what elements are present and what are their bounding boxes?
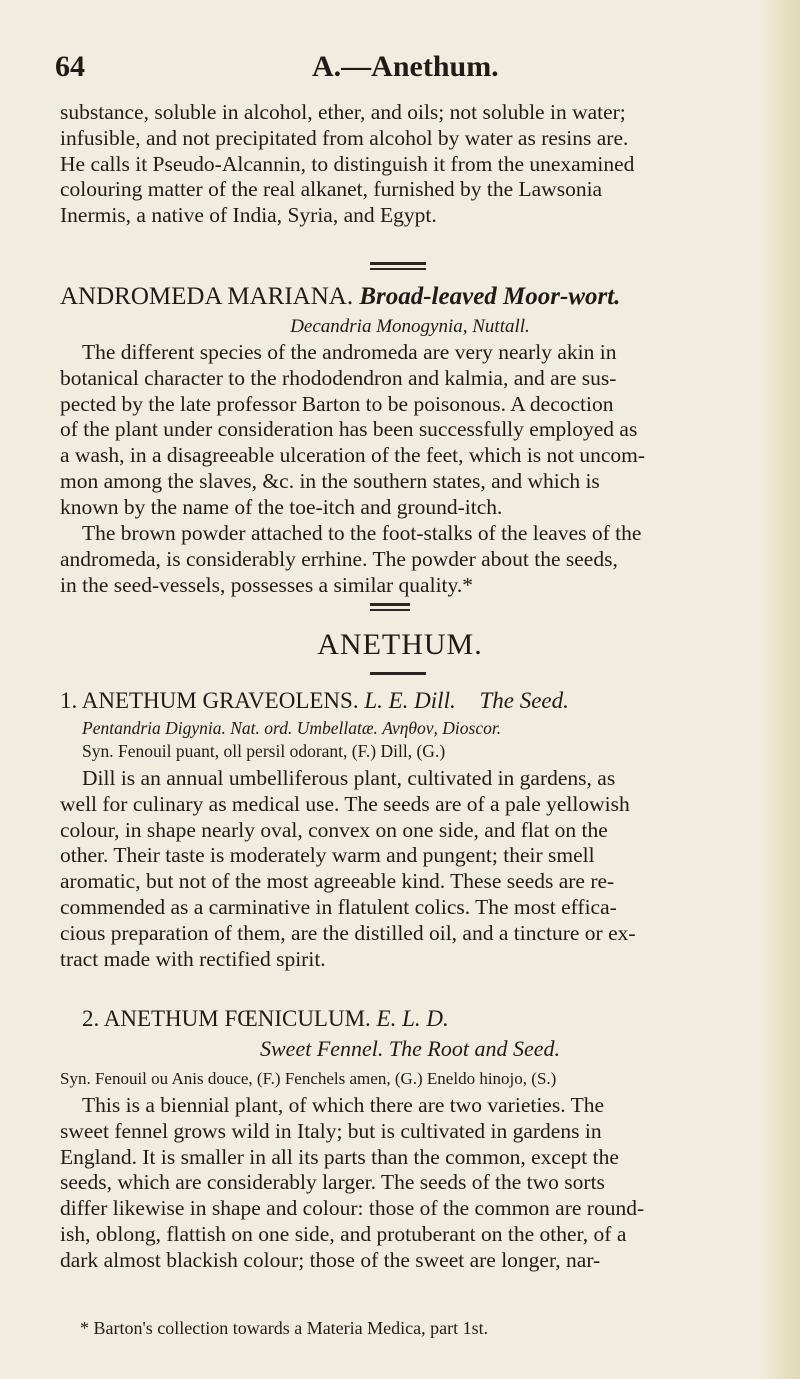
pharmacopoeia-sources: E. L. D.: [376, 1006, 449, 1031]
text-line: in the seed-vessels, possesses a similar quality.*: [60, 572, 474, 597]
page-header: [55, 50, 755, 86]
text-line: aromatic, but not of the most agreeable kind. These seeds are re-: [60, 869, 615, 894]
text-line: tract made with rectified spirit.: [60, 946, 326, 971]
foeniculum-synonyms: Syn. Fenouil ou Anis douce, (F.) Fenchels amen, (G.) Eneldo hinojo, (S.): [60, 1069, 557, 1088]
text-line: dark almost blackish colour; those of the sweet are longer, nar-: [60, 1247, 601, 1272]
foeniculum-paragraph: [60, 1093, 760, 1274]
graveolens-paragraph: [60, 766, 760, 972]
text-line: of the plant under consideration has been successfully employed as: [60, 417, 638, 442]
text-line: sweet fennel grows wild in Italy; but is cultivated in gardens in: [60, 1118, 602, 1143]
andromeda-paragraph-2: [60, 521, 760, 598]
running-title: A.—Anethum.: [312, 50, 499, 83]
text-line: This is a biennial plant, of which there are two varieties. The: [82, 1093, 605, 1117]
intro-paragraph: [60, 100, 760, 229]
page-number: 64: [55, 50, 85, 83]
andromeda-paragraph-1: [60, 340, 760, 521]
common-name: Broad-leaved Moor-wort.: [359, 283, 621, 310]
text-line: well for culinary as medical use. The seeds are of a pale yellowish: [60, 791, 630, 816]
section-divider: [370, 262, 426, 265]
title-underline: [370, 672, 426, 675]
text-line: colouring matter of the real alkanet, furnished by the Lawsonia: [60, 177, 603, 202]
text-line: differ likewise in shape and colour: those of the common are round-: [60, 1196, 645, 1221]
text-line: cious preparation of them, are the distilled oil, and a tincture or ex-: [60, 920, 636, 945]
text-line: The brown powder attached to the foot-stalks of the leaves of the: [82, 521, 642, 545]
text-line: Inermis, a native of India, Syria, and Egypt.: [60, 203, 437, 228]
text-line: other. Their taste is moderately warm and pungent; their smell: [60, 843, 595, 868]
graveolens-synonyms: Syn. Fenouil puant, oll persil odorant, (F.) Dill, (G.): [82, 741, 446, 761]
text-line: substance, soluble in alcohol, ether, and oils; not soluble in water;: [60, 100, 626, 124]
entry-title: 2. ANETHUM FŒNICULUM.: [82, 1006, 371, 1031]
text-line: England. It is smaller in all its parts than the common, except the: [60, 1144, 619, 1169]
foeniculum-common-name: Sweet Fennel. The Root and Seed.: [260, 1036, 560, 1061]
graveolens-classification: Pentandria Digynia. Nat. ord. Umbellatæ. Ανηθον, Dioscor.: [82, 718, 502, 738]
text-line: Dill is an annual umbelliferous plant, cultivated in gardens, as: [82, 766, 616, 790]
text-line: botanical character to the rhododendron and kalmia, and are sus-: [60, 365, 617, 390]
andromeda-heading: [60, 284, 770, 310]
parts-used: The Seed.: [479, 688, 569, 713]
text-line: andromeda, is considerably errhine. The powder about the seeds,: [60, 546, 618, 571]
graveolens-heading: [60, 688, 770, 714]
text-line: infusible, and not precipitated from alcohol by water as resins are.: [60, 125, 629, 150]
text-line: seeds, which are considerably larger. The seeds of the two sorts: [60, 1170, 605, 1195]
text-line: a wash, in a disagreeable ulceration of the feet, which is not uncom-: [60, 443, 646, 468]
andromeda-classification: Decandria Monogynia, Nuttall.: [290, 316, 530, 337]
section-divider: [370, 603, 410, 606]
text-line: He calls it Pseudo-Alcannin, to distinguish it from the unexamined: [60, 151, 635, 176]
text-line: ish, oblong, flattish on one side, and protuberant on the other, of a: [60, 1221, 627, 1246]
foeniculum-heading: [82, 1006, 792, 1032]
section-title: ANETHUM.: [317, 628, 483, 661]
text-line: The different species of the andromeda are very nearly akin in: [82, 340, 617, 364]
entry-title: 1. ANETHUM GRAVEOLENS.: [60, 688, 359, 713]
text-line: known by the name of the toe-itch and ground-itch.: [60, 494, 503, 519]
text-line: colour, in shape nearly oval, convex on one side, and flat on the: [60, 817, 608, 842]
text-line: commended as a carminative in flatulent colics. The most effica-: [60, 894, 617, 919]
entry-title: ANDROMEDA MARIANA.: [60, 283, 354, 310]
footnote: * Barton's collection towards a Materia Medica, part 1st.: [80, 1318, 489, 1338]
text-line: pected by the late professor Barton to be poisonous. A decoction: [60, 391, 614, 416]
text-line: mon among the slaves, &c. in the southern states, and which is: [60, 468, 600, 493]
pharmacopoeia-sources: L. E. Dill.: [364, 688, 456, 713]
